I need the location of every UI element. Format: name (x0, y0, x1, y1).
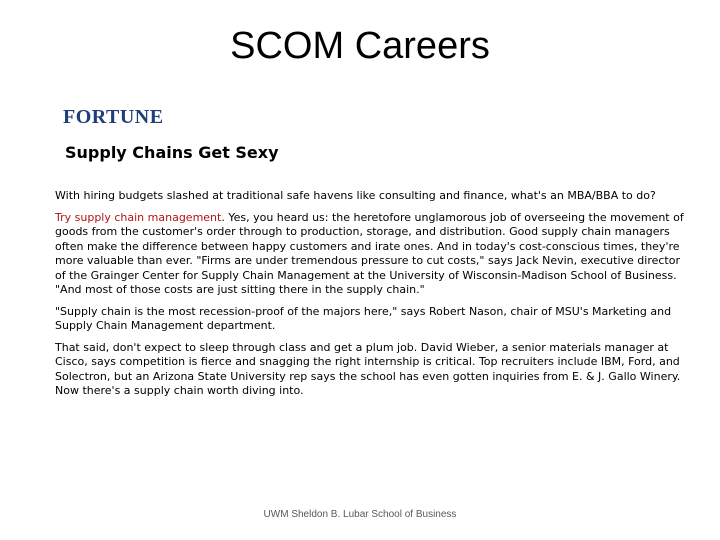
article-paragraph-3: "Supply chain is the most recession-proof of the majors here," says Robert Nason, chair of MSU's Marketing and Supply Chain Management department. (55, 304, 672, 332)
article-paragraph-4: That said, don't expect to sleep through class and get a plum job. David Wieber, a senior materials manager at Cisco, says competition is fierce and snagging the right internship is critical. Top recruiters include IBM, Ford, and Solectron, but an Arizona State University rep says the school has even gotten inquiries from E. & J. Gallo Winery. Now there's a supply chain worth diving into. (55, 340, 681, 397)
article-paragraph-1: With hiring budgets slashed at traditional safe havens like consulting and finance, what's an MBA/BBA to do? (55, 189, 656, 202)
slide-title: SCOM Careers (230, 25, 490, 67)
article-paragraph-2-text: . Yes, you heard us: the heretofore unglamorous job of overseeing the movement of goods from the customer's order through to production, storage, and distribution. Good supply chain managers often make the difference between happy customers and irate ones. And in today's cost-conscious times, they're more valuable than ever. "Firms are under tremendous pressure to cut costs," says Jack Nevin, executive director of the Grainger Center for Supply Chain Management at the University of Wisconsin-Madison School of Business. "And most of those costs are just sitting there in the supply chain." (55, 210, 684, 296)
fortune-logo: FORTUNE (63, 106, 164, 128)
highlighted-link-text[interactable]: Try supply chain management (55, 210, 222, 224)
article-title: Supply Chains Get Sexy (65, 143, 279, 162)
slide-footer: UWM Sheldon B. Lubar School of Business (263, 509, 457, 520)
article-paragraph-2 (55, 211, 685, 298)
article-body (55, 189, 685, 406)
